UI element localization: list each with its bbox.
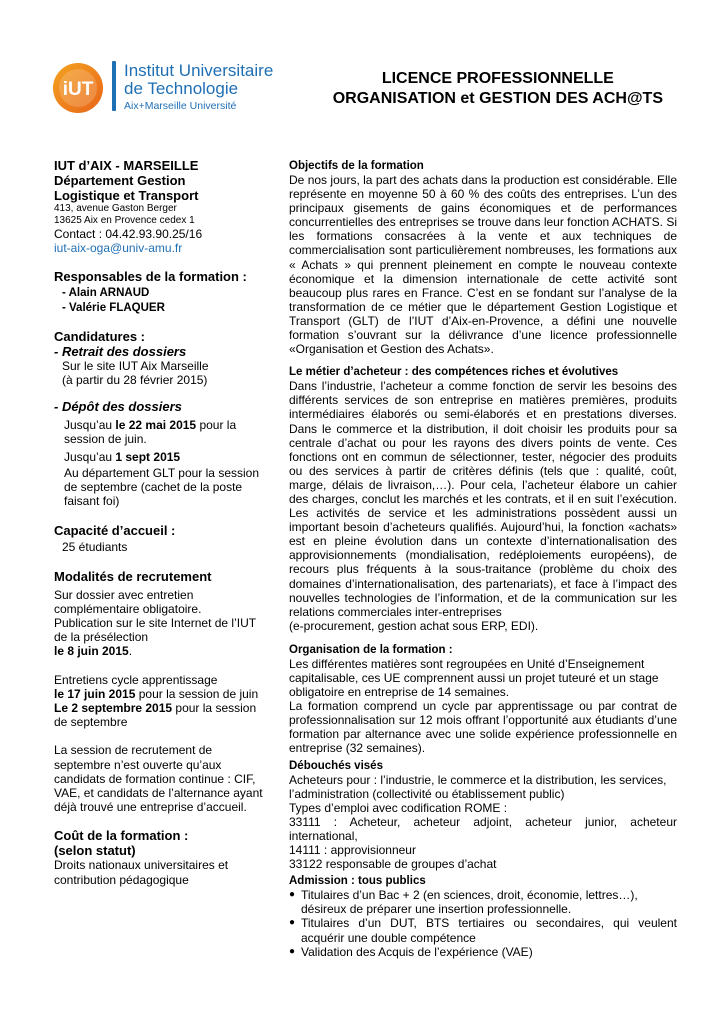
modalites-line-2: Publication sur le site Internet de l’IUT de la présélection (54, 616, 256, 645)
metier-heading: Le métier d’acheteur : des compétences riches et évolutives (289, 366, 619, 379)
logo-badge-text: iUT (62, 79, 94, 100)
debouches-text-4: 14111 : approvisionneur (289, 843, 416, 858)
entretiens-line-1: Entretiens cycle apprentissage (54, 672, 218, 687)
objectifs-heading: Objectifs de la formation (289, 160, 424, 172)
cout-text: Droits nationaux universitaires et contribution pédagogique (54, 858, 229, 887)
entretiens-line-3 (54, 701, 264, 729)
modalites-line-1: Sur dossier avec entretien complémentaire obligatoire. (54, 587, 202, 616)
responsable-1: - Alain ARNAUD (62, 287, 150, 300)
title-line-1: LICENCE PROFESSIONNELLE (381, 70, 614, 87)
bullet-icon: ● (289, 889, 296, 901)
left-column (54, 158, 264, 887)
org-department-2: Logistique et Transport (54, 188, 199, 203)
modalites-line-3 (54, 644, 264, 658)
bullet-icon: ● (289, 945, 296, 957)
preselection-end: . (128, 644, 133, 659)
logo-divider (112, 61, 116, 111)
retrait-heading: - Retrait des dossiers (54, 343, 187, 359)
metier-text: Dans l’industrie, l’acheteur a comme fonction de servir les besoins des différents services de son entreprise en matières premières, produits intermédiaires élaborés ou semi-élaborés et en prestations diverses. Dans le commerce et la distribution, il doit choisir les produits pour sa centrale d’achat ou pour les rayons des divers points de vente. Ces fonctions ont en commun de sélectionner, tester, négocier des produits ou des services à partir de critères définis (tels que : qualité, coût, marge, délais de livraison,…). Pour cela, l’acheteur élabore un cahier des charges, conclut les marchés et les contrats, et il en suit l’exécution. Les activités de service et les administrations possèdent aussi un important besoin d’acheteurs qualifiés. Aujourd’hui, la fonction «achats» est en pleine évolution dans un contexte d’internationalisation des approvisionnements (mondialisation, redéploiements européens), de recours plus fréquents à la sous-traitance (problème du choix des domaines d’internationalisation, des partenariats), et face à l’impact des nouvelles technologies de l’information, et de la communication sur les relations commerciales inter-entreprises (289, 379, 677, 619)
debouches-text-5: 33122 responsable de groupes d’achat (289, 857, 497, 872)
metier-text-end: (e-procurement, gestion achat sous ERP, EDI). (289, 618, 539, 633)
entretien-sept-text: pour la session de septembre (54, 701, 257, 730)
depot-1-date: le 22 mai 2015 (115, 418, 197, 433)
logo-line-1: Institut Universitaire (124, 61, 274, 80)
admission-item (289, 916, 677, 944)
entretien-juin-text: pour la session de juin (135, 686, 259, 701)
admission-item-text: Validation des Acquis de l’expérience (VAE) (301, 944, 533, 959)
retrait-line-2: (à partir du 28 février 2015) (62, 373, 208, 388)
modalites-heading: Modalités de recrutement (54, 568, 212, 584)
preselection-date: le 8 juin 2015 (54, 644, 129, 659)
organisation-text-2: La formation comprend un cycle par apprentissage ou par contrat de professionnalisation sur 12 mois offrant l’opportunité aux étudiants d’une formation par alternance avec une solide expérience professionnelle en entreprise (32 semaines). (289, 699, 677, 756)
org-department: Département Gestion (54, 173, 186, 188)
title-line-2: ORGANISATION et GESTION DES ACH@TS (332, 90, 663, 107)
debouches-heading: Débouchés visés (289, 759, 383, 772)
cout-subheading: (selon statut) (54, 843, 136, 859)
debouches-text-2: Types d’emploi avec codification ROME : (289, 800, 508, 815)
depot-line-1 (54, 418, 264, 446)
admission-item (289, 888, 677, 916)
iut-logo-icon (52, 62, 104, 114)
bullet-icon: ● (289, 917, 296, 929)
right-column (289, 159, 677, 959)
admission-heading: Admission : tous publics (289, 875, 426, 888)
capacite-value: 25 étudiants (62, 540, 128, 555)
depot-2-date: 1 sept 2015 (115, 449, 181, 464)
cout-heading: Coût de la formation : (54, 828, 189, 844)
debouches-text-3: 33111 : Acheteur, acheteur adjoint, acheteur junior, acheteur international, (289, 814, 677, 843)
retrait-line-1: Sur le site IUT Aix Marseille (62, 358, 209, 373)
objectifs-text: De nos jours, la part des achats dans la production est considérable. Elle représente en moyenne 50 à 60 % des coûts des entreprises. L’un des principaux gisements de gains économiques et de performances concurrentielles des entreprises se trouve dans leur fonction ACHATS. Si les formations consacrées à la vente et aux techniques de commercialisation sont particulièrement nombreuses, les formations aux « Achats » qui prennent pleinement en compte le nouveau contexte économique et la dimension internationale de cette activité sont beaucoup plus rares en France. C’est en se fondant sur l’analyse de la transformation de ce métier que le département Gestion Logistique et Transport (GLT) de l’IUT d’Aix-en-Provence, a défini une nouvelle formation s’ouvrant sur la délivrance d’une licence professionnelle «Organisation et Gestion des Achats». (289, 173, 677, 357)
logo-line-3: Aix+Marseille Université (124, 100, 237, 112)
candidatures-heading: Candidatures : (54, 328, 146, 344)
contact-phone: Contact : 04.42.93.90.25/16 (54, 227, 203, 241)
address-line-2: 13625 Aix en Provence cedex 1 (54, 215, 195, 226)
logo-text (124, 62, 273, 112)
depot-heading: - Dépôt des dossiers (54, 399, 182, 415)
admission-item (289, 945, 677, 959)
depot-1-end: pour la session de juin. (64, 418, 237, 447)
address-line-1: 413, avenue Gaston Berger (54, 203, 177, 214)
debouches-text-1: Acheteurs pour : l’industrie, le commerce et la distribution, les services, l’administration (collectivité ou établissement public) (289, 772, 667, 801)
capacite-heading: Capacité d’accueil : (54, 523, 176, 539)
responsables-heading: Responsables de la formation : (54, 269, 247, 285)
depot-2-text: Jusqu’au (64, 449, 116, 464)
responsable-2: - Valérie FLAQUER (62, 301, 165, 314)
entretien-juin-date: le 17 juin 2015 (54, 686, 136, 701)
entretien-sept-date: Le 2 septembre 2015 (54, 701, 173, 716)
organisation-text-1: Les différentes matières sont regroupées en Unité d’Enseignement capitalisable, ces UE comprennent aussi un projet tuteuré et un stage obligatoire en entreprise de 14 semaines. (289, 656, 659, 700)
org-name: IUT d’AIX - MARSEILLE (54, 158, 199, 173)
organisation-heading: Organisation de la formation : (289, 643, 453, 656)
depot-line-2 (54, 450, 264, 464)
logo-line-2: de Technologie (124, 79, 239, 98)
entretiens-line-2 (54, 687, 264, 701)
admission-item-text: Titulaires d’un Bac + 2 (en sciences, droit, économie, lettres…), désireux de préparer une insertion professionnelle. (301, 888, 638, 917)
contact-email-link[interactable]: iut-aix-oga@univ-amu.fr (54, 241, 183, 256)
depot-1-text: Jusqu’au (64, 418, 116, 433)
admission-item-text: Titulaires d’un DUT, BTS tertiaires ou secondaires, qui veulent acquérir une double compétence (301, 916, 677, 945)
page-title (333, 69, 663, 109)
session-note: La session de recrutement de septembre n’est ouverte qu’aux candidats de formation continue : CIF, VAE, et candidats de l’alternance ayant déjà trouvé une entreprise d’accueil. (54, 743, 263, 815)
depot-line-3: Au département GLT pour la session de septembre (cachet de la poste faisant foi) (64, 465, 259, 509)
